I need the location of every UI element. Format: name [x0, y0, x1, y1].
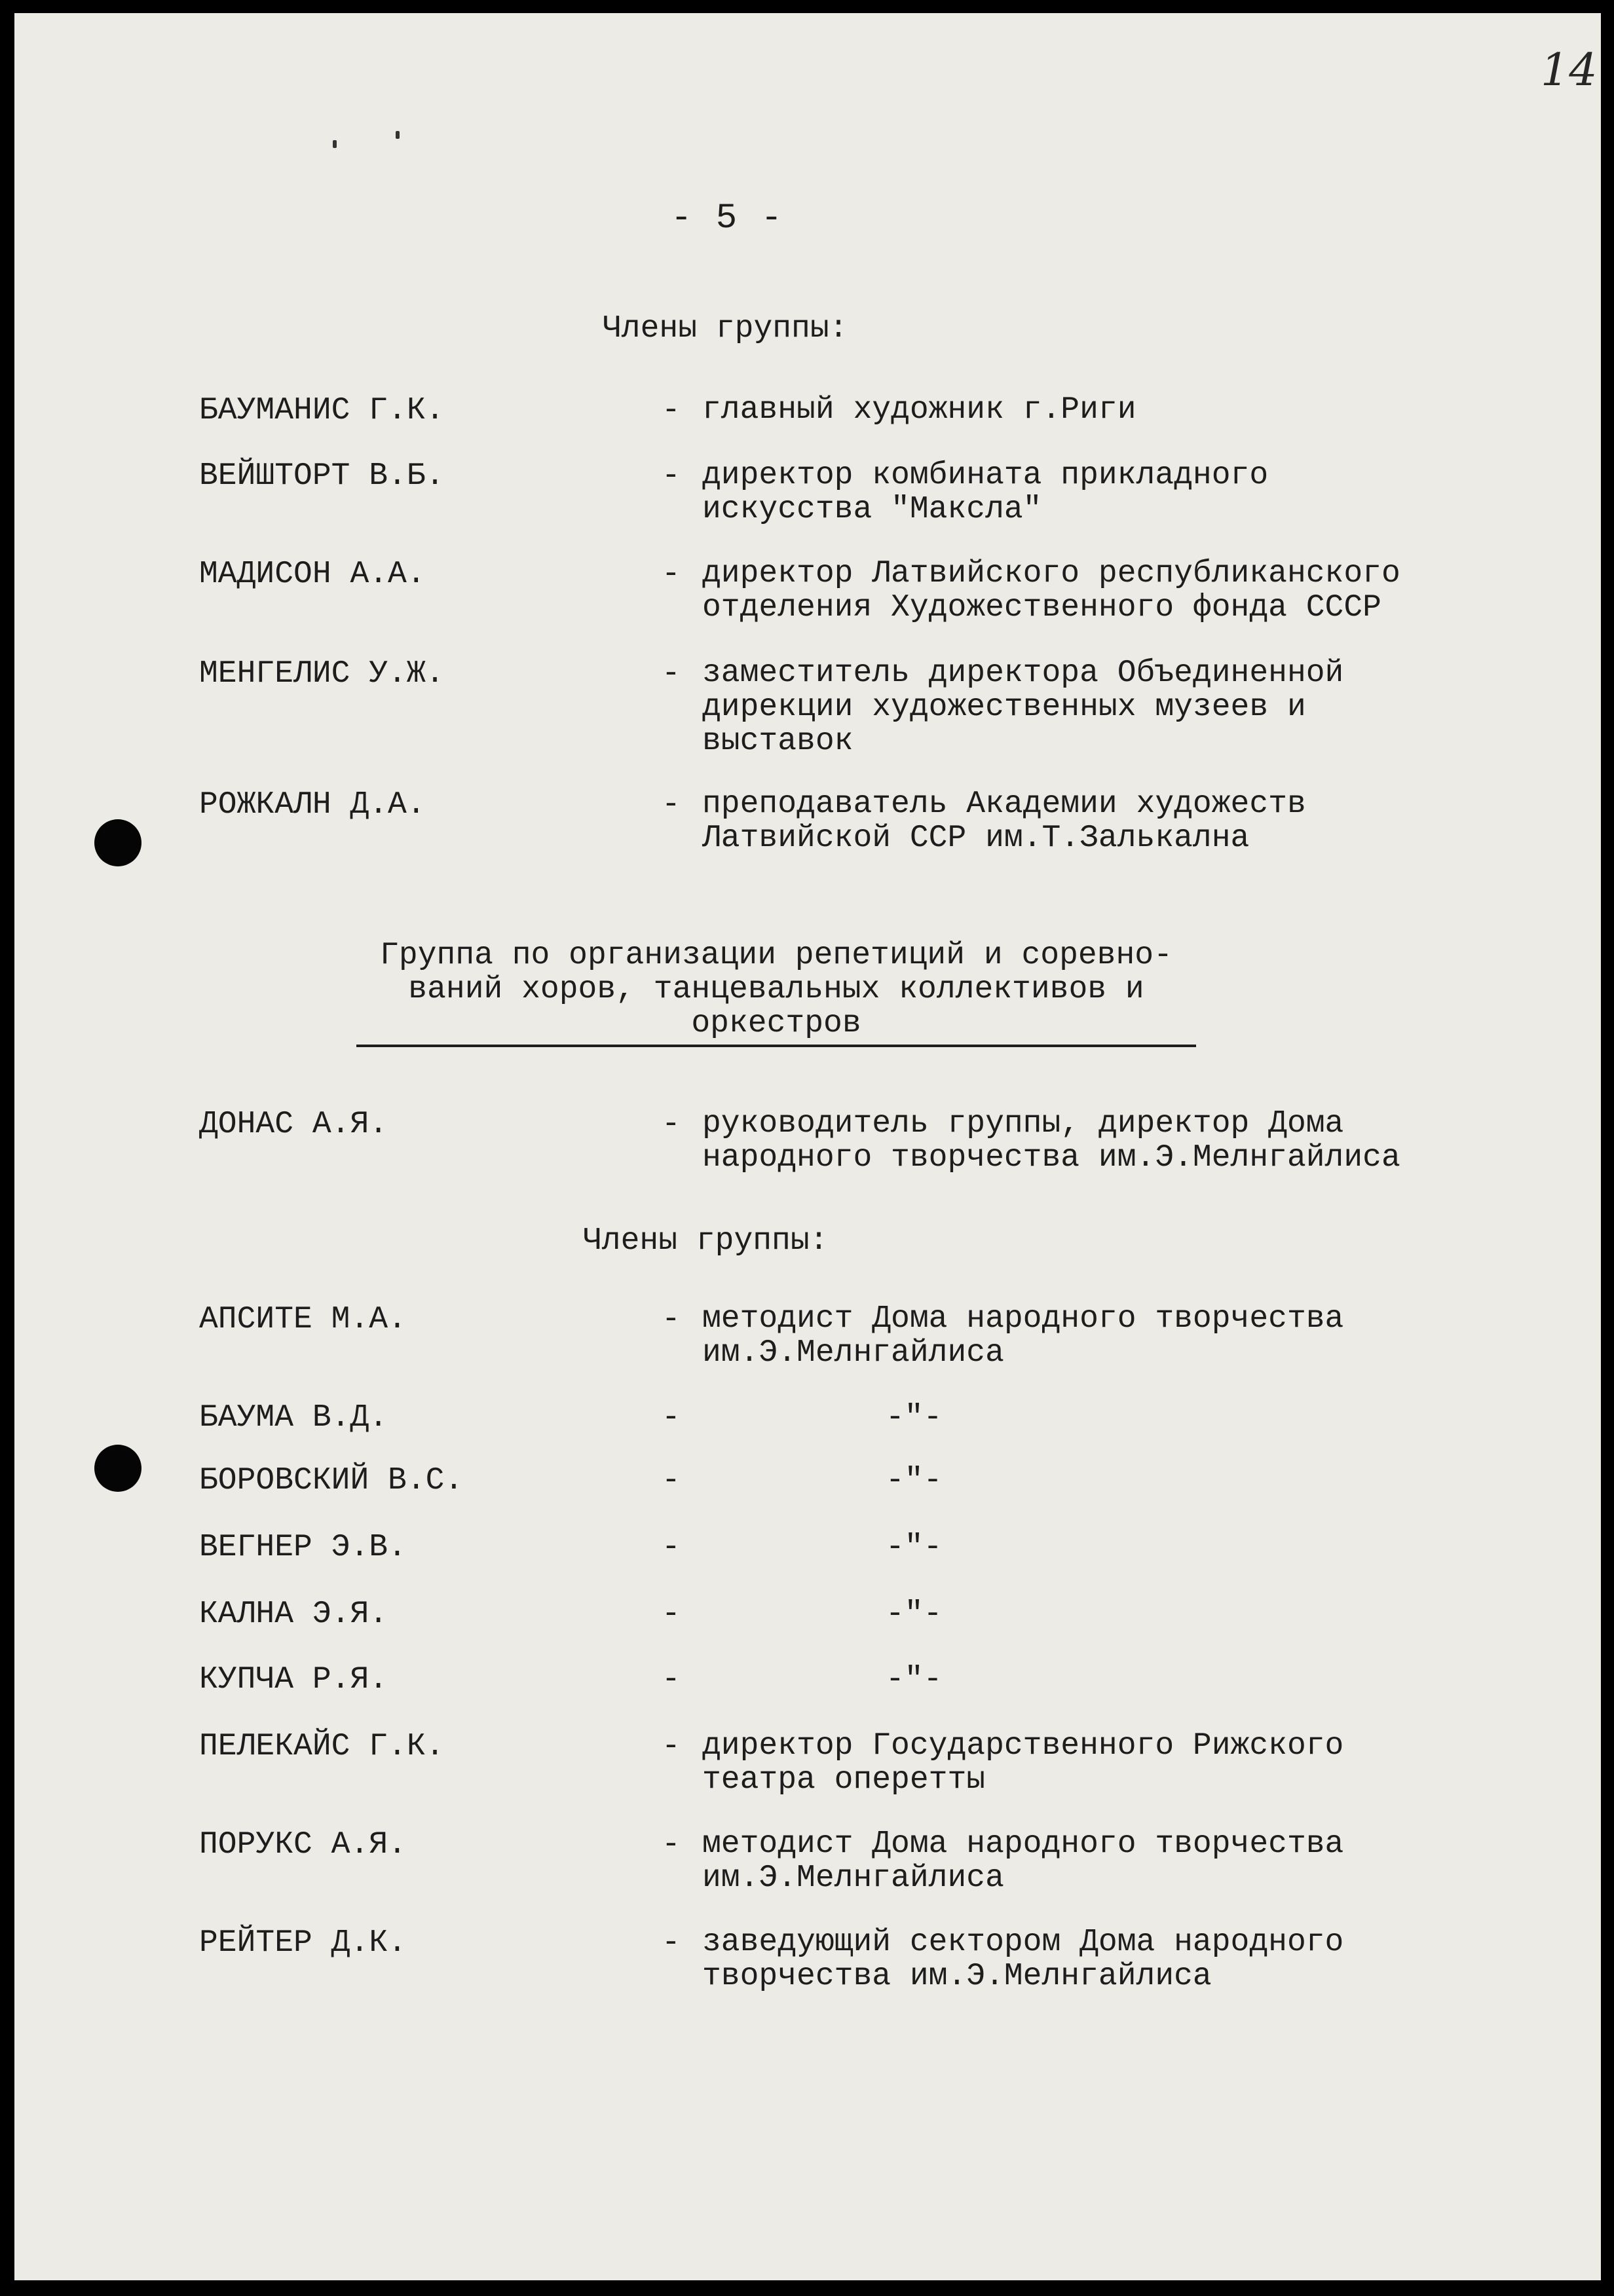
member-dash: - — [662, 393, 681, 428]
member-dash: - — [662, 1530, 681, 1565]
member-dash: - — [662, 458, 681, 494]
member-position: заместитель директора Объединенной дирекции художественных музеев и выставок — [702, 656, 1344, 759]
member-dash: - — [662, 656, 681, 692]
member-name: ВЕЙШТОРТ В.Б. — [199, 458, 445, 494]
archive-folio-number: 14 — [1541, 45, 1598, 96]
member-position: директор Государственного Рижского театра оперетты — [702, 1728, 1344, 1798]
member-position: директор комбината прикладного искусства "Максла" — [702, 458, 1269, 527]
member-name: БОРОВСКИЙ В.С. — [199, 1463, 464, 1498]
member-name: МАДИСОН А.А. — [199, 557, 426, 592]
member-dash: - — [662, 1925, 681, 1961]
paper-speck — [396, 131, 400, 139]
member-name: РОЖКАЛН Д.А. — [199, 787, 426, 823]
members-heading: Члены группы: — [583, 1223, 829, 1259]
ditto-mark: -"- — [886, 1530, 943, 1565]
member-name: МЕНГЕЛИС У.Ж. — [199, 656, 445, 692]
member-name: ВЕГНЕР Э.В. — [199, 1530, 407, 1565]
member-name: БАУМАНИС Г.К. — [199, 393, 445, 428]
section-title-underline — [356, 1045, 1196, 1047]
member-dash: - — [662, 1827, 681, 1862]
member-position: главный художник г.Риги — [702, 392, 1136, 428]
member-name: ПОРУКС А.Я. — [199, 1827, 407, 1862]
member-position: директор Латвийского республиканского отделения Художественного фонда СССР — [702, 556, 1400, 625]
member-dash: - — [662, 1463, 681, 1498]
member-dash: - — [662, 1729, 681, 1764]
member-name: БАУМА В.Д. — [199, 1400, 388, 1435]
punch-hole — [94, 819, 141, 866]
paper-speck — [333, 140, 337, 148]
punch-hole — [94, 1445, 141, 1492]
member-dash: - — [662, 1662, 681, 1697]
member-name: КАЛНА Э.Я. — [199, 1597, 388, 1632]
page-number: - 5 - — [671, 198, 784, 238]
member-name: КУПЧА Р.Я. — [199, 1662, 388, 1697]
member-name: АПСИТЕ М.А. — [199, 1302, 407, 1337]
leader-name: ДОНАС А.Я. — [199, 1107, 388, 1142]
leader-position: руководитель группы, директор Дома народного творчества им.Э.Мелнгайлиса — [702, 1106, 1400, 1176]
member-name: ПЕЛЕКАЙС Г.К. — [199, 1729, 445, 1764]
group-section-title: Группа по организации репетиций и соревно- ваний хоров, танцевальных коллективов и оркестров — [380, 938, 1173, 1041]
member-dash: - — [662, 787, 681, 823]
member-dash: - — [662, 557, 681, 592]
member-position: преподаватель Академии художеств Латвийской ССР им.Т.Залькална — [702, 787, 1306, 856]
member-name: РЕЙТЕР Д.К. — [199, 1925, 407, 1961]
ditto-mark: -"- — [886, 1463, 943, 1498]
ditto-mark: -"- — [886, 1662, 943, 1697]
ditto-mark: -"- — [886, 1597, 943, 1632]
member-dash: - — [662, 1302, 681, 1337]
leader-dash: - — [662, 1107, 681, 1142]
ditto-mark: -"- — [886, 1400, 943, 1435]
member-position: заведующий сектором Дома народного творчества им.Э.Мелнгайлиса — [702, 1925, 1344, 1994]
member-position: методист Дома народного творчества им.Э.Мелнгайлиса — [702, 1826, 1344, 1896]
member-dash: - — [662, 1400, 681, 1435]
member-dash: - — [662, 1597, 681, 1632]
members-heading: Члены группы: — [603, 311, 848, 346]
document-page — [14, 13, 1601, 2280]
member-position: методист Дома народного творчества им.Э.Мелнгайлиса — [702, 1301, 1344, 1371]
